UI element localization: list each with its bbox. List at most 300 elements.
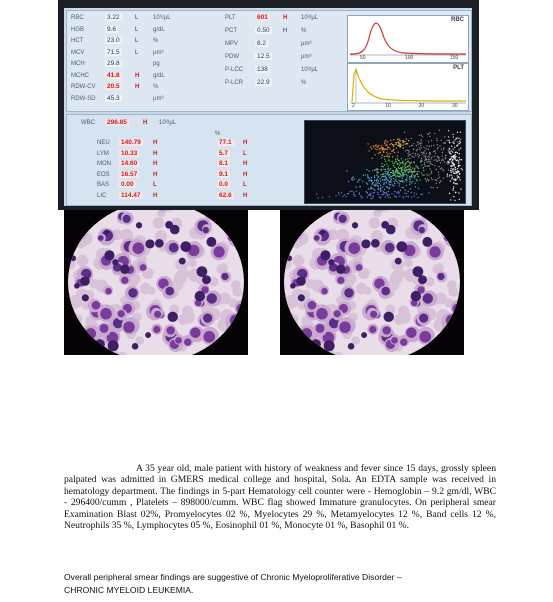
rbc-cell	[442, 341, 454, 353]
scatter-dot	[447, 174, 448, 175]
scatter-dot	[428, 148, 429, 149]
dark-nucleus	[384, 312, 394, 322]
scatter-dot	[370, 198, 371, 199]
scatter-dot	[454, 139, 455, 140]
scatter-dot	[457, 168, 458, 169]
scatter-dot	[459, 173, 460, 174]
scatter-dot	[409, 171, 410, 172]
scatter-dot	[420, 141, 421, 142]
scatter-dot	[388, 147, 389, 148]
scatter-dot	[458, 138, 459, 139]
scatter-dot	[411, 196, 412, 197]
wbc-nucleus	[316, 308, 328, 320]
scatter-dot	[383, 148, 384, 149]
scatter-dot	[406, 174, 407, 175]
wbc-cytoplasm	[73, 226, 87, 240]
scatter-dot	[442, 158, 443, 159]
scatter-dot	[430, 153, 431, 154]
wbc-cytoplasm	[68, 338, 83, 355]
scatter-dot	[370, 188, 371, 189]
scatter-dot	[353, 192, 354, 193]
scatter-dot	[376, 149, 377, 150]
scatter-dot	[401, 158, 402, 159]
scatter-dot	[423, 170, 424, 171]
plcc-label: P-LCC	[225, 67, 244, 73]
scatter-dot	[381, 166, 382, 167]
scatter-dot	[383, 192, 384, 193]
eos-pct-flag: H	[243, 171, 248, 178]
scatter-dot	[432, 164, 433, 165]
scatter-dot	[429, 152, 430, 153]
scatter-dot	[441, 160, 442, 161]
mon-pct-value: 8.1	[219, 160, 229, 167]
scatter-dot	[409, 177, 410, 178]
wbc-nucleus	[337, 277, 344, 284]
scatter-dot	[397, 163, 398, 164]
scatter-dot	[386, 181, 387, 182]
hct-value: 23.0	[107, 37, 120, 44]
scatter-dot	[415, 153, 416, 154]
dark-nucleus	[361, 332, 367, 338]
scatter-dot	[348, 181, 349, 182]
scatter-dot	[454, 147, 455, 148]
scatter-dot	[454, 158, 455, 159]
scatter-dot	[447, 163, 448, 164]
scatter-dot	[460, 142, 461, 143]
wbc-nucleus	[228, 235, 234, 241]
scatter-dot	[453, 141, 454, 142]
dark-nucleus	[361, 239, 370, 248]
scatter-dot	[452, 189, 453, 190]
scatter-dot	[449, 193, 450, 194]
scatter-dot	[460, 139, 461, 140]
scatter-dot	[401, 169, 402, 170]
scatter-dot	[406, 185, 407, 186]
rbc-cell	[82, 210, 94, 220]
scatter-dot	[441, 155, 442, 156]
scatter-dot	[441, 167, 442, 168]
scatter-dot	[452, 148, 453, 149]
scatter-dot	[449, 151, 450, 152]
rbc-cell	[77, 255, 89, 267]
scatter-dot	[385, 140, 386, 141]
scatter-dot	[399, 144, 400, 145]
wbc-nucleus	[221, 273, 228, 280]
scatter-dot	[384, 156, 385, 157]
rbc-cell	[232, 233, 244, 245]
rbc-cell	[293, 255, 305, 267]
wbc-nucleus	[70, 341, 81, 352]
rbc-cell	[289, 314, 299, 324]
scatter-dot	[417, 154, 418, 155]
wbc-nucleus	[356, 264, 363, 271]
scatter-dot	[421, 165, 422, 166]
scatter-dot	[430, 160, 431, 161]
scatter-dot	[418, 188, 419, 189]
scatter-dot	[417, 166, 418, 167]
scatter-dot	[443, 147, 444, 148]
scatter-dot	[403, 197, 404, 198]
scatter-dot	[396, 196, 397, 197]
scatter-dot	[409, 154, 410, 155]
rbc-cell	[77, 220, 90, 233]
smear-image-right	[280, 210, 464, 355]
wbc-nucleus	[218, 348, 224, 354]
scatter-dot	[434, 165, 435, 166]
scatter-dot	[458, 171, 459, 172]
scatter-dot	[424, 150, 425, 151]
scatter-dot	[395, 172, 396, 173]
wbc-nucleus	[203, 313, 212, 322]
scatter-dot	[424, 165, 425, 166]
conclusion	[64, 571, 504, 597]
wbc-nucleus	[444, 235, 450, 241]
scatter-dot	[391, 172, 392, 173]
scatter-dot	[458, 162, 459, 163]
scatter-dot	[359, 186, 360, 187]
scatter-dot	[431, 177, 432, 178]
wbc-nucleus	[344, 288, 353, 297]
scatter-dot	[374, 169, 375, 170]
scatter-dot	[369, 180, 370, 181]
scatter-dot	[452, 177, 453, 178]
rbc-histogram	[347, 15, 469, 63]
scatter-dot	[366, 191, 367, 192]
scatter-dot	[370, 187, 371, 188]
scatter-dot	[380, 197, 381, 198]
pdw-value: 12.5	[257, 53, 270, 60]
scatter-dot	[372, 182, 373, 183]
scatter-dot	[372, 198, 373, 199]
wbc-nucleus	[391, 337, 398, 344]
wbc-cytoplasm	[68, 211, 74, 222]
pct-unit: %	[301, 28, 307, 34]
scatter-dot	[419, 143, 420, 144]
rbc-cell	[307, 210, 319, 219]
wbc-nucleus	[85, 328, 96, 339]
scatter-dot	[377, 176, 378, 177]
dark-nucleus	[73, 232, 80, 239]
scatter-dot	[403, 187, 404, 188]
scatter-dot	[380, 178, 381, 179]
scatter-dot	[453, 183, 454, 184]
diff-percent-header: %	[215, 131, 221, 137]
scatter-dot	[454, 156, 455, 157]
scatter-dot	[423, 153, 424, 154]
scatter-dot	[399, 165, 400, 166]
scatter-dot	[414, 183, 415, 184]
wbc-nucleus	[100, 324, 109, 333]
wbc-nucleus	[203, 227, 209, 233]
dark-nucleus	[202, 275, 211, 284]
wbc-nucleus	[121, 277, 128, 284]
scatter-dot	[408, 155, 409, 156]
scatter-dot	[346, 196, 347, 197]
wbc-nucleus	[96, 354, 105, 355]
smear-image-left	[64, 210, 248, 355]
scatter-dot	[402, 142, 403, 143]
dark-nucleus	[136, 222, 142, 228]
scatter-dot	[367, 176, 368, 177]
scatter-dot	[427, 178, 428, 179]
rbc-cell	[286, 230, 297, 241]
rbc-histogram-curve	[350, 23, 466, 54]
wbc-nucleus	[207, 210, 217, 216]
scatter-dot	[431, 172, 432, 173]
scatter-dot	[389, 148, 390, 149]
scatter-dot	[395, 159, 396, 160]
scatter-dot	[411, 182, 412, 183]
mon-abs-flag: H	[153, 161, 158, 167]
scatter-dot	[398, 142, 399, 143]
scatter-dot	[397, 170, 398, 171]
lic-abs-flag: H	[153, 192, 158, 199]
scatter-dot	[393, 178, 394, 179]
rbc-unit: 10⁶/µL	[153, 15, 171, 21]
scatter-dot	[419, 147, 420, 148]
scatter-dot	[397, 151, 398, 152]
scatter-dot	[434, 179, 435, 180]
neu-abs-flag: H	[153, 140, 158, 146]
scatter-dot	[377, 169, 378, 170]
scatter-dot	[387, 180, 388, 181]
scatter-dot	[386, 179, 387, 180]
wbc-nucleus	[123, 215, 131, 223]
rbc-cell	[200, 210, 210, 213]
wbc-nucleus	[230, 315, 241, 326]
rbc-cell	[302, 215, 312, 225]
scatter-dot	[411, 162, 412, 163]
scatter-dot	[401, 175, 402, 176]
rbc-cell	[72, 351, 81, 355]
scatter-dot	[395, 176, 396, 177]
scatter-dot	[381, 145, 382, 146]
scatter-dot	[437, 178, 438, 179]
lym-abs-value: 10.33	[121, 149, 138, 157]
scatter-dot	[412, 153, 413, 154]
scatter-dot	[398, 193, 399, 194]
scatter-dot	[385, 145, 386, 146]
bas-label: BAS	[97, 182, 110, 188]
scatter-dot	[420, 143, 421, 144]
scatter-dot	[461, 168, 462, 169]
scatter-dot	[448, 140, 449, 141]
scatter-dot	[386, 193, 387, 194]
scatter-dot	[422, 193, 423, 194]
rbc-cell	[284, 210, 292, 211]
scatter-dot	[402, 172, 403, 173]
scatter-dot	[354, 179, 355, 180]
scatter-dot	[376, 174, 377, 175]
neu-abs-value: 140.79	[121, 139, 141, 146]
scatter-dot	[384, 189, 385, 190]
dark-nucleus	[112, 259, 118, 265]
scatter-dot	[439, 177, 440, 178]
scatter-dot	[396, 192, 397, 193]
rbc-cell	[86, 215, 96, 225]
dark-nucleus	[221, 346, 230, 355]
scatter-dot	[456, 171, 457, 172]
wbc-nucleus	[286, 345, 297, 355]
scatter-dot	[395, 179, 396, 180]
scatter-dot	[367, 177, 368, 178]
wbc-nucleus	[434, 348, 440, 354]
scatter-dot	[386, 152, 387, 153]
plt-parameter-table	[225, 14, 343, 94]
scatter-dot	[422, 153, 423, 154]
wbc-nucleus	[385, 243, 395, 253]
rbc-cell	[293, 220, 306, 233]
scatter-dot	[451, 170, 452, 171]
rdwcv-label: RDW-CV	[71, 84, 96, 90]
scatter-dot	[442, 169, 443, 170]
scatter-dot	[410, 154, 411, 155]
eos-abs-flag: H	[153, 171, 158, 178]
wbc-cytoplasm	[310, 351, 324, 355]
scatter-dot	[389, 194, 390, 195]
eos-abs-value: 16.57	[121, 170, 138, 178]
scatter-dot	[440, 162, 441, 163]
scatter-dot	[382, 186, 383, 187]
rbc-plt-panel	[66, 10, 472, 112]
scatter-dot	[414, 162, 415, 163]
scatter-dot	[406, 179, 407, 180]
scatter-dot	[435, 153, 436, 154]
dark-nucleus	[311, 339, 321, 349]
scatter-dot	[395, 142, 396, 143]
scatter-dot	[402, 161, 403, 162]
scatter-dot	[388, 183, 389, 184]
bas-abs-value: 0.00	[121, 181, 134, 188]
scatter-dot	[374, 177, 375, 178]
scatter-dot	[423, 147, 424, 148]
scatter-dot	[413, 161, 414, 162]
scatter-dot	[318, 197, 319, 198]
scatter-dot	[437, 144, 438, 145]
scatter-dot	[413, 192, 414, 193]
scatter-dot	[387, 169, 388, 170]
scatter-dot	[447, 176, 448, 177]
mchc-value: 41.8	[107, 71, 120, 79]
scatter-dot	[350, 191, 351, 192]
wbc-cytoplasm	[284, 338, 299, 355]
scatter-dot	[402, 166, 403, 167]
scatter-dot	[404, 181, 405, 182]
scatter-dot	[382, 176, 383, 177]
scatter-dot	[413, 148, 414, 149]
scatter-dot	[410, 179, 411, 180]
wbc-cytoplasm	[433, 347, 442, 355]
scatter-dot	[322, 197, 323, 198]
scatter-dot	[419, 149, 420, 150]
dark-nucleus	[437, 346, 446, 355]
plcc-value: 138	[257, 66, 268, 73]
scatter-dot	[431, 145, 432, 146]
lic-label: LIC	[97, 192, 107, 199]
scatter-dot	[368, 188, 369, 189]
scatter-dot	[359, 192, 360, 193]
scatter-dot	[404, 166, 405, 167]
scatter-dot	[410, 166, 411, 167]
scatter-dot	[338, 192, 339, 193]
scatter-dot	[446, 155, 447, 156]
mcv-unit: µm³	[153, 49, 164, 56]
scatter-dot	[436, 169, 437, 170]
scatter-dot	[426, 174, 427, 175]
scatter-dot	[398, 167, 399, 168]
scatter-dot	[367, 196, 368, 197]
dark-nucleus	[95, 339, 105, 349]
lym-label: LYM	[97, 150, 109, 157]
rdwsd-unit: µm³	[153, 95, 164, 102]
scatter-dot	[448, 150, 449, 151]
scatter-dot	[413, 156, 414, 157]
scatter-dot	[458, 161, 459, 162]
scatter-dot	[382, 148, 383, 149]
scatter-dot	[391, 151, 392, 152]
plt-hist-tick-2: 2	[352, 103, 355, 109]
dark-nucleus	[411, 291, 422, 302]
wbc-nucleus	[175, 337, 182, 344]
scatter-dot	[399, 183, 400, 184]
scatter-dot	[398, 185, 399, 186]
scatter-dot	[441, 148, 442, 149]
wbc-cytoplasm	[284, 334, 296, 347]
scatter-dot	[440, 168, 441, 169]
mch-value: 29.8	[107, 60, 120, 67]
scatter-dot	[361, 198, 362, 199]
plcr-value: 22.9	[257, 79, 270, 86]
scatter-dot	[428, 141, 429, 142]
scatter-dot	[375, 145, 376, 146]
scatter-dot	[457, 172, 458, 173]
scatter-dot	[411, 192, 412, 193]
scatter-dot	[459, 165, 460, 166]
hgb-label: HGB	[71, 26, 85, 33]
scatter-dot	[416, 145, 417, 146]
scatter-dot	[419, 155, 420, 156]
scatter-dot	[373, 146, 374, 147]
scatter-dot	[402, 144, 403, 145]
scatter-dot	[407, 150, 408, 151]
scatter-dot	[455, 192, 456, 193]
scatter-dot	[407, 175, 408, 176]
mon-label: MON	[97, 161, 111, 167]
scatter-dot	[417, 144, 418, 145]
scatter-dot	[428, 161, 429, 162]
scatter-dot	[370, 195, 371, 196]
scatter-dot	[387, 155, 388, 156]
case-paragraph: A 35 year old, male patient with history of weakness and fever since 15 days, grossly spleen palpated was admitted in GMERS medical college and hospital, Sola. An EDTA sample was received in hematology department. The findings in 5-part Hematology cell counter were - Hemoglobin – 9.2 gm/dl, WBC - 296400/cumm , Platelets – 898000/cumm. WBC flag showed Immature granulocytes. On peripheral smear Examination Blast 02%, Promyelocytes 02 %, Myelocytes 29 %, Metamyelocytes 12 %, Band cells 12 %, Neutrophils 35 %, Lymphocytes 05 %, Eosinophil 01 %, Monocyte 01 %, Basophil 01 %.	[64, 463, 496, 532]
scatter-dot	[448, 136, 449, 137]
dark-nucleus	[71, 210, 78, 216]
scatter-dot	[378, 153, 379, 154]
scatter-dot	[391, 161, 392, 162]
scatter-dot	[407, 158, 408, 159]
wbc-nucleus	[381, 287, 390, 296]
scatter-dot	[451, 165, 452, 166]
scatter-dot	[407, 161, 408, 162]
scatter-dot	[378, 188, 379, 189]
scatter-dot	[384, 158, 385, 159]
rbc-cell	[398, 306, 409, 317]
scatter-dot	[455, 183, 456, 184]
scatter-dot	[421, 134, 422, 135]
scatter-dot	[393, 172, 394, 173]
scatter-dot	[389, 156, 390, 157]
scatter-dot	[405, 144, 406, 145]
rdwcv-flag: H	[135, 84, 140, 90]
